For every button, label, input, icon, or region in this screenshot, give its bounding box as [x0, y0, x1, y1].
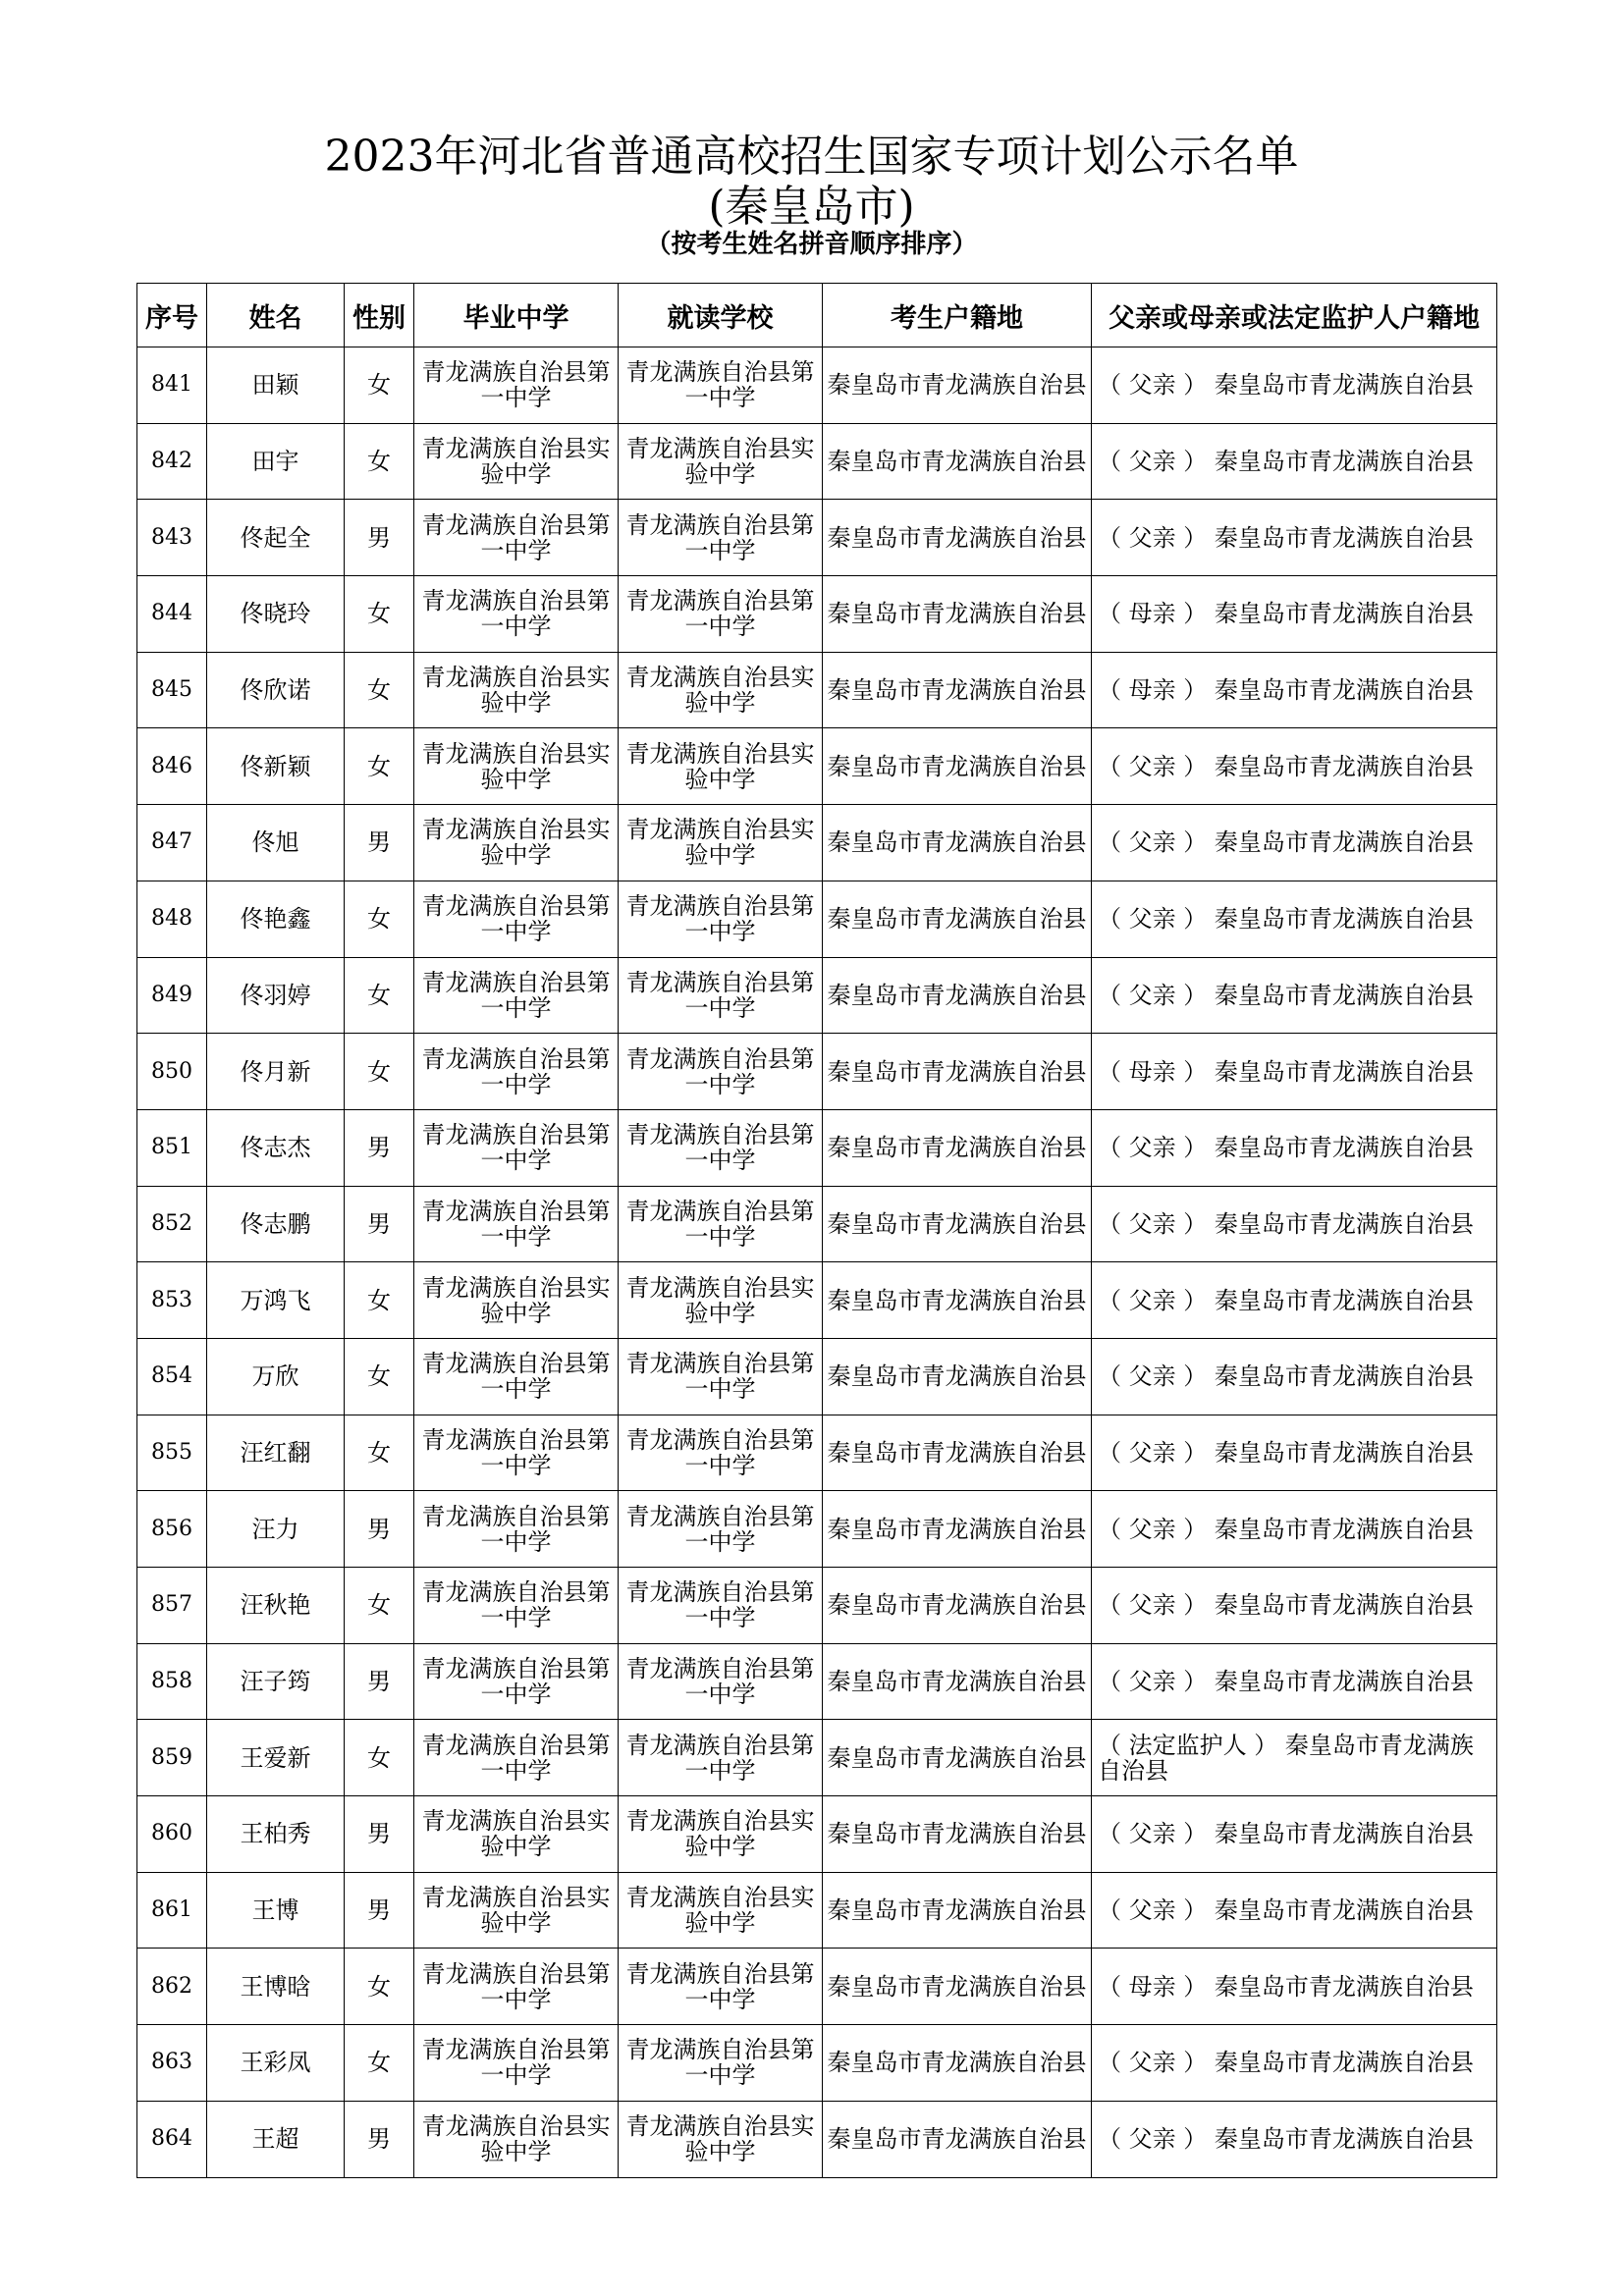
seq-cell: 855	[137, 1415, 207, 1491]
table-row	[137, 652, 1497, 728]
gender-cell: 女	[345, 423, 414, 500]
school-cell: 青龙满族自治县实验中学	[619, 423, 823, 500]
guardian-cell: （ 母亲 ） 秦皇岛市青龙满族自治县	[1092, 1949, 1497, 2025]
name-cell: 佟志杰	[207, 1109, 345, 1186]
name-cell: 汪力	[207, 1491, 345, 1568]
name-cell: 王彩凤	[207, 2025, 345, 2102]
table-row	[137, 2025, 1497, 2102]
candidate-table	[136, 283, 1497, 2178]
table-row	[137, 1949, 1497, 2025]
grad-school-cell: 青龙满族自治县实验中学	[414, 2101, 619, 2177]
hukou-cell: 秦皇岛市青龙满族自治县	[823, 1186, 1092, 1262]
hukou-cell: 秦皇岛市青龙满族自治县	[823, 500, 1092, 576]
school-cell: 青龙满族自治县第一中学	[619, 957, 823, 1034]
sort-note: （按考生姓名拼音顺序排序）	[645, 230, 978, 259]
table-row	[137, 1568, 1497, 1644]
table-row	[137, 576, 1497, 653]
grad-school-cell: 青龙满族自治县第一中学	[414, 881, 619, 957]
guardian-cell: （ 父亲 ） 秦皇岛市青龙满族自治县	[1092, 957, 1497, 1034]
guardian-cell: （ 父亲 ） 秦皇岛市青龙满族自治县	[1092, 1415, 1497, 1491]
seq-cell: 862	[137, 1949, 207, 2025]
school-cell: 青龙满族自治县第一中学	[619, 2025, 823, 2102]
seq-cell: 851	[137, 1109, 207, 1186]
seq-cell: 845	[137, 652, 207, 728]
gender-cell: 男	[345, 1796, 414, 1873]
school-cell: 青龙满族自治县第一中学	[619, 500, 823, 576]
name-cell: 佟新颖	[207, 728, 345, 805]
grad-school-cell: 青龙满族自治县第一中学	[414, 1949, 619, 2025]
table-row	[137, 1872, 1497, 1949]
seq-cell: 853	[137, 1262, 207, 1339]
hukou-cell: 秦皇岛市青龙满族自治县	[823, 1338, 1092, 1415]
header-name: 姓名	[207, 284, 345, 347]
name-cell: 王博晗	[207, 1949, 345, 2025]
guardian-cell: （ 父亲 ） 秦皇岛市青龙满族自治县	[1092, 1491, 1497, 1568]
header-guardian-hukou: 父亲或母亲或法定监护人户籍地	[1092, 284, 1497, 347]
guardian-cell: （ 父亲 ） 秦皇岛市青龙满族自治县	[1092, 1186, 1497, 1262]
school-cell: 青龙满族自治县实验中学	[619, 1262, 823, 1339]
gender-cell: 女	[345, 1720, 414, 1796]
guardian-cell: （ 父亲 ） 秦皇岛市青龙满族自治县	[1092, 728, 1497, 805]
grad-school-cell: 青龙满族自治县第一中学	[414, 1643, 619, 1720]
table-row	[137, 1491, 1497, 1568]
hukou-cell: 秦皇岛市青龙满族自治县	[823, 1643, 1092, 1720]
school-cell: 青龙满族自治县第一中学	[619, 1415, 823, 1491]
guardian-cell: （ 法定监护人 ） 秦皇岛市青龙满族自治县	[1092, 1720, 1497, 1796]
school-cell: 青龙满族自治县第一中学	[619, 1643, 823, 1720]
table-row	[137, 2101, 1497, 2177]
hukou-cell: 秦皇岛市青龙满族自治县	[823, 1949, 1092, 2025]
school-cell: 青龙满族自治县第一中学	[619, 1338, 823, 1415]
grad-school-cell: 青龙满族自治县实验中学	[414, 805, 619, 881]
table-row	[137, 1186, 1497, 1262]
gender-cell: 女	[345, 1415, 414, 1491]
seq-cell: 864	[137, 2101, 207, 2177]
page-title: 2023年河北省普通高校招生国家专项计划公示名单	[324, 132, 1299, 182]
hukou-cell: 秦皇岛市青龙满族自治县	[823, 805, 1092, 881]
guardian-cell: （ 父亲 ） 秦皇岛市青龙满族自治县	[1092, 423, 1497, 500]
table-row	[137, 347, 1497, 424]
name-cell: 佟艳鑫	[207, 881, 345, 957]
name-cell: 佟月新	[207, 1034, 345, 1110]
hukou-cell: 秦皇岛市青龙满族自治县	[823, 1720, 1092, 1796]
school-cell: 青龙满族自治县第一中学	[619, 347, 823, 424]
hukou-cell: 秦皇岛市青龙满族自治县	[823, 881, 1092, 957]
guardian-cell: （ 母亲 ） 秦皇岛市青龙满族自治县	[1092, 576, 1497, 653]
school-cell: 青龙满族自治县第一中学	[619, 881, 823, 957]
seq-cell: 846	[137, 728, 207, 805]
gender-cell: 女	[345, 576, 414, 653]
grad-school-cell: 青龙满族自治县第一中学	[414, 347, 619, 424]
guardian-cell: （ 父亲 ） 秦皇岛市青龙满族自治县	[1092, 500, 1497, 576]
hukou-cell: 秦皇岛市青龙满族自治县	[823, 1872, 1092, 1949]
name-cell: 王柏秀	[207, 1796, 345, 1873]
table-header-row	[137, 284, 1497, 347]
guardian-cell: （ 母亲 ） 秦皇岛市青龙满族自治县	[1092, 652, 1497, 728]
school-cell: 青龙满族自治县第一中学	[619, 576, 823, 653]
guardian-cell: （ 父亲 ） 秦皇岛市青龙满族自治县	[1092, 1643, 1497, 1720]
name-cell: 田宇	[207, 423, 345, 500]
seq-cell: 858	[137, 1643, 207, 1720]
table-row	[137, 881, 1497, 957]
seq-cell: 844	[137, 576, 207, 653]
table-row	[137, 728, 1497, 805]
header-hukou: 考生户籍地	[823, 284, 1092, 347]
grad-school-cell: 青龙满族自治县第一中学	[414, 1720, 619, 1796]
school-cell: 青龙满族自治县第一中学	[619, 1949, 823, 2025]
grad-school-cell: 青龙满族自治县实验中学	[414, 1796, 619, 1873]
hukou-cell: 秦皇岛市青龙满族自治县	[823, 1415, 1092, 1491]
name-cell: 万鸿飞	[207, 1262, 345, 1339]
hukou-cell: 秦皇岛市青龙满族自治县	[823, 957, 1092, 1034]
seq-cell: 860	[137, 1796, 207, 1873]
school-cell: 青龙满族自治县第一中学	[619, 1568, 823, 1644]
name-cell: 王超	[207, 2101, 345, 2177]
grad-school-cell: 青龙满族自治县第一中学	[414, 500, 619, 576]
seq-cell: 843	[137, 500, 207, 576]
grad-school-cell: 青龙满族自治县第一中学	[414, 1186, 619, 1262]
school-cell: 青龙满族自治县第一中学	[619, 1491, 823, 1568]
header-school: 就读学校	[619, 284, 823, 347]
gender-cell: 女	[345, 1568, 414, 1644]
table-row	[137, 500, 1497, 576]
guardian-cell: （ 母亲 ） 秦皇岛市青龙满族自治县	[1092, 1034, 1497, 1110]
gender-cell: 男	[345, 2101, 414, 2177]
gender-cell: 女	[345, 652, 414, 728]
name-cell: 田颖	[207, 347, 345, 424]
seq-cell: 857	[137, 1568, 207, 1644]
header-seq: 序号	[137, 284, 207, 347]
table-row	[137, 1720, 1497, 1796]
hukou-cell: 秦皇岛市青龙满族自治县	[823, 347, 1092, 424]
name-cell: 佟起全	[207, 500, 345, 576]
name-cell: 万欣	[207, 1338, 345, 1415]
hukou-cell: 秦皇岛市青龙满族自治县	[823, 652, 1092, 728]
grad-school-cell: 青龙满族自治县第一中学	[414, 1338, 619, 1415]
gender-cell: 女	[345, 881, 414, 957]
table-row	[137, 1415, 1497, 1491]
gender-cell: 女	[345, 2025, 414, 2102]
guardian-cell: （ 父亲 ） 秦皇岛市青龙满族自治县	[1092, 1262, 1497, 1339]
seq-cell: 850	[137, 1034, 207, 1110]
school-cell: 青龙满族自治县第一中学	[619, 1720, 823, 1796]
hukou-cell: 秦皇岛市青龙满族自治县	[823, 1109, 1092, 1186]
school-cell: 青龙满族自治县第一中学	[619, 1034, 823, 1110]
seq-cell: 848	[137, 881, 207, 957]
table-row	[137, 805, 1497, 881]
grad-school-cell: 青龙满族自治县实验中学	[414, 423, 619, 500]
table-row	[137, 957, 1497, 1034]
gender-cell: 男	[345, 1109, 414, 1186]
header-gender: 性别	[345, 284, 414, 347]
table-row	[137, 1643, 1497, 1720]
name-cell: 王博	[207, 1872, 345, 1949]
page-subtitle: (秦皇岛市)	[708, 182, 915, 232]
school-cell: 青龙满族自治县实验中学	[619, 728, 823, 805]
gender-cell: 男	[345, 1872, 414, 1949]
school-cell: 青龙满族自治县实验中学	[619, 805, 823, 881]
grad-school-cell: 青龙满族自治县第一中学	[414, 1568, 619, 1644]
hukou-cell: 秦皇岛市青龙满族自治县	[823, 1568, 1092, 1644]
hukou-cell: 秦皇岛市青龙满族自治县	[823, 728, 1092, 805]
gender-cell: 女	[345, 1338, 414, 1415]
gender-cell: 女	[345, 728, 414, 805]
hukou-cell: 秦皇岛市青龙满族自治县	[823, 1034, 1092, 1110]
name-cell: 王爱新	[207, 1720, 345, 1796]
name-cell: 佟羽婷	[207, 957, 345, 1034]
grad-school-cell: 青龙满族自治县实验中学	[414, 1262, 619, 1339]
gender-cell: 男	[345, 1491, 414, 1568]
grad-school-cell: 青龙满族自治县第一中学	[414, 1109, 619, 1186]
seq-cell: 863	[137, 2025, 207, 2102]
name-cell: 佟旭	[207, 805, 345, 881]
guardian-cell: （ 父亲 ） 秦皇岛市青龙满族自治县	[1092, 1872, 1497, 1949]
header-grad-school: 毕业中学	[414, 284, 619, 347]
grad-school-cell: 青龙满族自治县第一中学	[414, 1491, 619, 1568]
hukou-cell: 秦皇岛市青龙满族自治县	[823, 1491, 1092, 1568]
school-cell: 青龙满族自治县实验中学	[619, 1796, 823, 1873]
hukou-cell: 秦皇岛市青龙满族自治县	[823, 423, 1092, 500]
table-row	[137, 1338, 1497, 1415]
grad-school-cell: 青龙满族自治县实验中学	[414, 728, 619, 805]
hukou-cell: 秦皇岛市青龙满族自治县	[823, 1796, 1092, 1873]
name-cell: 佟晓玲	[207, 576, 345, 653]
guardian-cell: （ 父亲 ） 秦皇岛市青龙满族自治县	[1092, 805, 1497, 881]
grad-school-cell: 青龙满族自治县实验中学	[414, 652, 619, 728]
gender-cell: 男	[345, 805, 414, 881]
school-cell: 青龙满族自治县第一中学	[619, 1109, 823, 1186]
gender-cell: 女	[345, 957, 414, 1034]
gender-cell: 女	[345, 1262, 414, 1339]
name-cell: 汪红翻	[207, 1415, 345, 1491]
school-cell: 青龙满族自治县实验中学	[619, 2101, 823, 2177]
gender-cell: 女	[345, 1949, 414, 2025]
grad-school-cell: 青龙满族自治县第一中学	[414, 1034, 619, 1110]
table-row	[137, 1109, 1497, 1186]
gender-cell: 男	[345, 1186, 414, 1262]
seq-cell: 849	[137, 957, 207, 1034]
school-cell: 青龙满族自治县实验中学	[619, 652, 823, 728]
grad-school-cell: 青龙满族自治县实验中学	[414, 1872, 619, 1949]
school-cell: 青龙满族自治县实验中学	[619, 1872, 823, 1949]
table-row	[137, 1034, 1497, 1110]
seq-cell: 842	[137, 423, 207, 500]
seq-cell: 859	[137, 1720, 207, 1796]
name-cell: 佟志鹏	[207, 1186, 345, 1262]
guardian-cell: （ 父亲 ） 秦皇岛市青龙满族自治县	[1092, 347, 1497, 424]
name-cell: 汪子筠	[207, 1643, 345, 1720]
gender-cell: 女	[345, 347, 414, 424]
guardian-cell: （ 父亲 ） 秦皇岛市青龙满族自治县	[1092, 1338, 1497, 1415]
seq-cell: 841	[137, 347, 207, 424]
school-cell: 青龙满族自治县第一中学	[619, 1186, 823, 1262]
guardian-cell: （ 父亲 ） 秦皇岛市青龙满族自治县	[1092, 2025, 1497, 2102]
guardian-cell: （ 父亲 ） 秦皇岛市青龙满族自治县	[1092, 1568, 1497, 1644]
hukou-cell: 秦皇岛市青龙满族自治县	[823, 2025, 1092, 2102]
guardian-cell: （ 父亲 ） 秦皇岛市青龙满族自治县	[1092, 1109, 1497, 1186]
grad-school-cell: 青龙满族自治县第一中学	[414, 2025, 619, 2102]
grad-school-cell: 青龙满族自治县第一中学	[414, 576, 619, 653]
hukou-cell: 秦皇岛市青龙满族自治县	[823, 2101, 1092, 2177]
seq-cell: 856	[137, 1491, 207, 1568]
seq-cell: 852	[137, 1186, 207, 1262]
table-row	[137, 1262, 1497, 1339]
seq-cell: 861	[137, 1872, 207, 1949]
guardian-cell: （ 父亲 ） 秦皇岛市青龙满族自治县	[1092, 2101, 1497, 2177]
gender-cell: 男	[345, 500, 414, 576]
hukou-cell: 秦皇岛市青龙满族自治县	[823, 576, 1092, 653]
seq-cell: 847	[137, 805, 207, 881]
seq-cell: 854	[137, 1338, 207, 1415]
hukou-cell: 秦皇岛市青龙满族自治县	[823, 1262, 1092, 1339]
gender-cell: 女	[345, 1034, 414, 1110]
guardian-cell: （ 父亲 ） 秦皇岛市青龙满族自治县	[1092, 1796, 1497, 1873]
name-cell: 佟欣诺	[207, 652, 345, 728]
gender-cell: 男	[345, 1643, 414, 1720]
name-cell: 汪秋艳	[207, 1568, 345, 1644]
table-row	[137, 423, 1497, 500]
grad-school-cell: 青龙满族自治县第一中学	[414, 957, 619, 1034]
grad-school-cell: 青龙满族自治县第一中学	[414, 1415, 619, 1491]
guardian-cell: （ 父亲 ） 秦皇岛市青龙满族自治县	[1092, 881, 1497, 957]
table-row	[137, 1796, 1497, 1873]
